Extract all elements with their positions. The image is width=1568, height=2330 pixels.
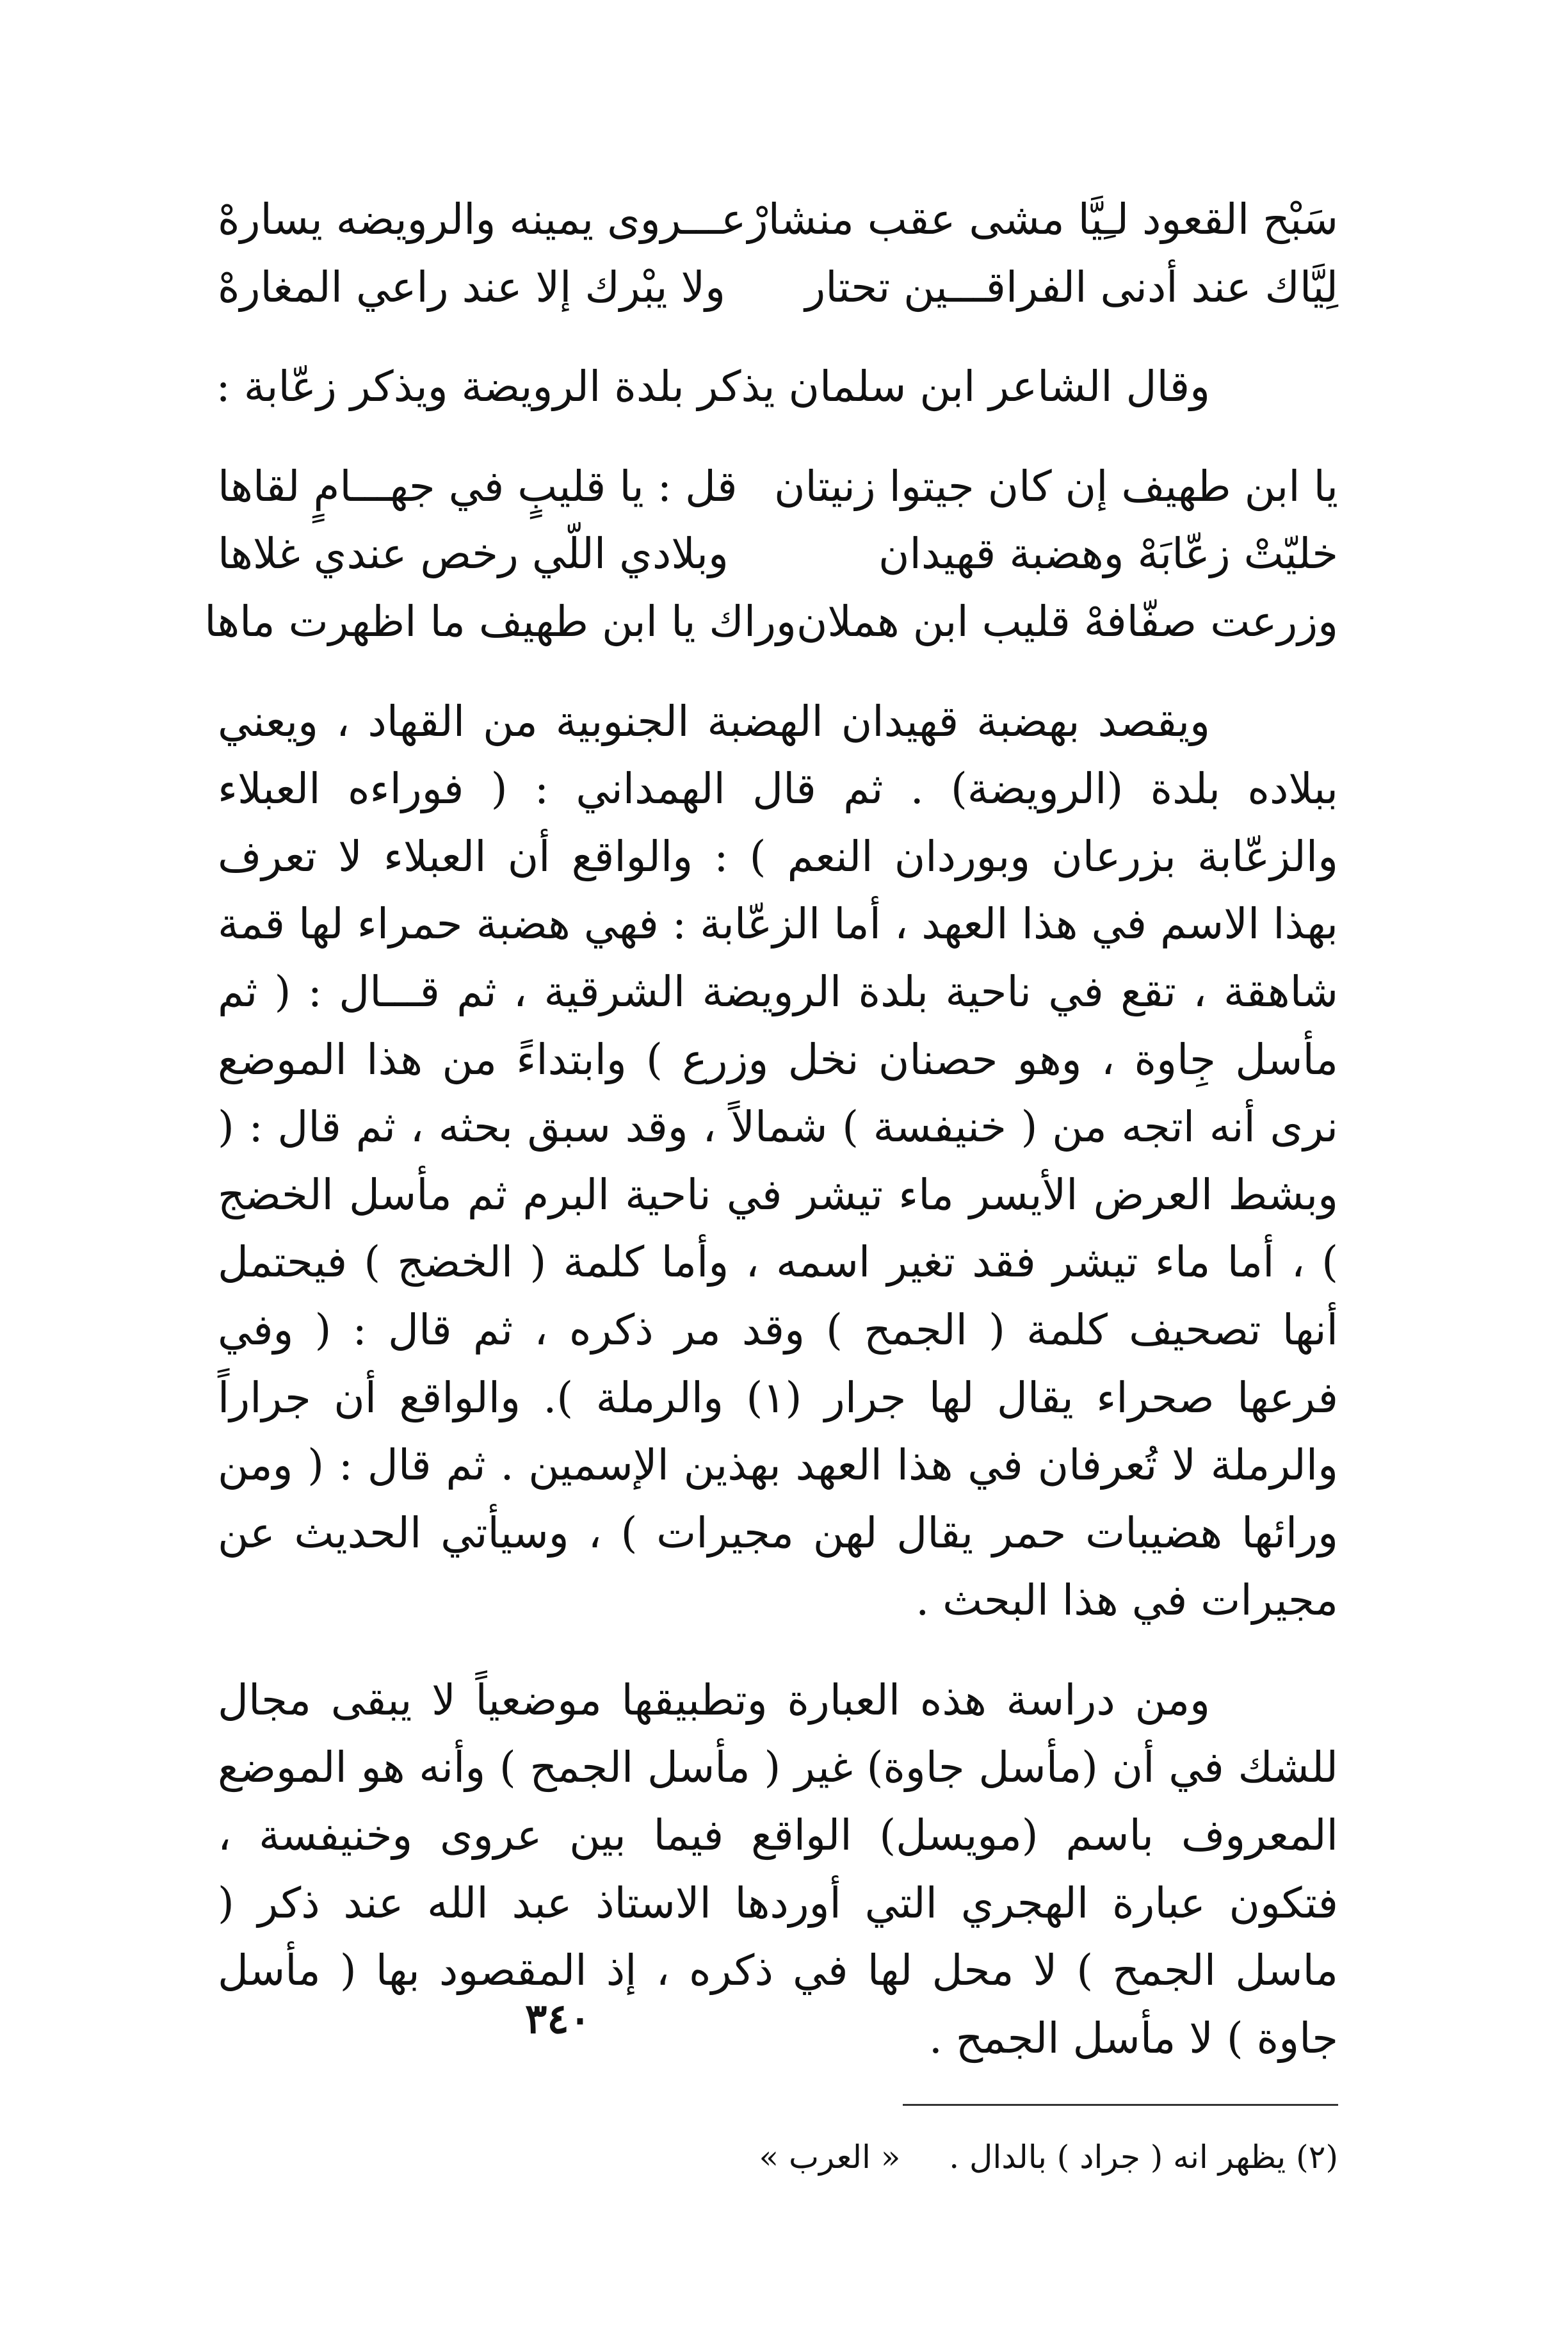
verse-hemistich-left: عـــروى يمينه والرويضه يسارهْ <box>218 195 747 244</box>
footnote-text: (٢) يظهر انه ( جراد ) بالدال . <box>949 2139 1338 2176</box>
poem-intro: وقال الشاعر ابن سلمان يذكر بلدة الرويضة ويذكر زعّابة : <box>216 362 1210 412</box>
footnote-source: « العرب » <box>759 2139 901 2176</box>
poem-stanza-2 <box>204 453 1338 656</box>
verse-hemistich-left: وبلادي اللّي رخص عندي غلاها <box>218 529 729 579</box>
footnote <box>218 2131 1338 2183</box>
verse-line <box>204 588 1338 656</box>
verse-hemistich-left: ولا يبْرك إلا عند راعي المغارهْ <box>218 262 726 312</box>
verse-hemistich-left: وراك يا ابن طهيف ما اظهرت ماها <box>204 596 796 646</box>
verse-hemistich-right: خليّتْ زعّابَهْ وهضبة قهيدان <box>878 529 1338 579</box>
page-number: ٣٤٠ <box>525 1995 592 2043</box>
verse-line <box>218 254 1338 322</box>
footnote-divider <box>903 2104 1338 2106</box>
verse-line <box>218 186 1338 254</box>
verse-hemistich-left: قل : يا قليبٍ في جهـــامٍ لقاها <box>218 461 738 511</box>
verse-hemistich-right: سَبْح القعود لـِيَّا مشى عقب منشارْ <box>747 195 1338 244</box>
body-paragraph: ويقصد بهضبة قهيدان الهضبة الجنوبية من القهاد ، ويعني ببلاده بلدة (الرويضة) . ثم قال الهمداني : ( فوراءه العبلاء والزعّابة بزرعان وبوردان النعم ) : والواقع أن العبلاء لا تعرف بهذا الاسم في هذا العهد ، أما الزعّابة : فهي هضبة حمراء لها قمة شاهقة ، تقع في ناحية بلدة الرويضة الشرقية ، ثم قـــال : ( ثم مأسل جِاوة ، وهو حصنان نخل وزرع ) وابتداءً من هذا الموضع نرى أنه اتجه من ( خنيفسة ) شمالاً ، وقد سبق بحثه ، ثم قال : ( وبشط العرض الأيسر ماء تيشر في ناحية البرم ثم مأسل الخضج ) ، أما ماء تيشر فقد تغير اسمه ، وأما كلمة ( الخضج ) فيحتمل أنها تصحيف كلمة ( الجمح ) وقد مر ذكره ، ثم قال : ( وفي فرعها صحراء يقال لها جرار (١) والرملة ). والواقع أن جراراً والرملة لا تُعرفان في هذا العهد بهذين الإسمين . ثم قال : ( ومن ورائها هضيبات حمر يقال لهن مجيرات ) ، وسيأتي الحديث عن مجيرات في هذا البحث . <box>218 696 1338 1625</box>
verse-hemistich-right: لِيَّاك عند أدنى الفراقـــين تحتار <box>805 262 1338 312</box>
body-paragraph: ومن دراسة هذه العبارة وتطبيقها موضعياً لا يبقى مجال للشك في أن (مأسل جاوة) غير ( مأسل الجمح ) وأنه هو الموضع المعروف باسم (مويسل) الواقع فيما بين عروى وخنيفسة ، فتكون عبارة الهجري التي أوردها الاستاذ عبد الله عند ذكر ( ماسل الجمح ) لا محل لها في ذكره ، إذ المقصود بها ( مأسل جاوة ) لا مأسل الجمح . <box>218 1675 1338 2063</box>
verse-hemistich-right: وزرعت صفّافهْ قليب ابن هملان <box>796 596 1338 646</box>
verse-hemistich-right: يا ابن طهيف إن كان جيتوا زنيتان <box>773 461 1338 511</box>
poem-stanza-1 <box>218 186 1338 321</box>
verse-line <box>218 453 1338 521</box>
page-body <box>204 186 1338 2183</box>
verse-line <box>218 520 1338 588</box>
